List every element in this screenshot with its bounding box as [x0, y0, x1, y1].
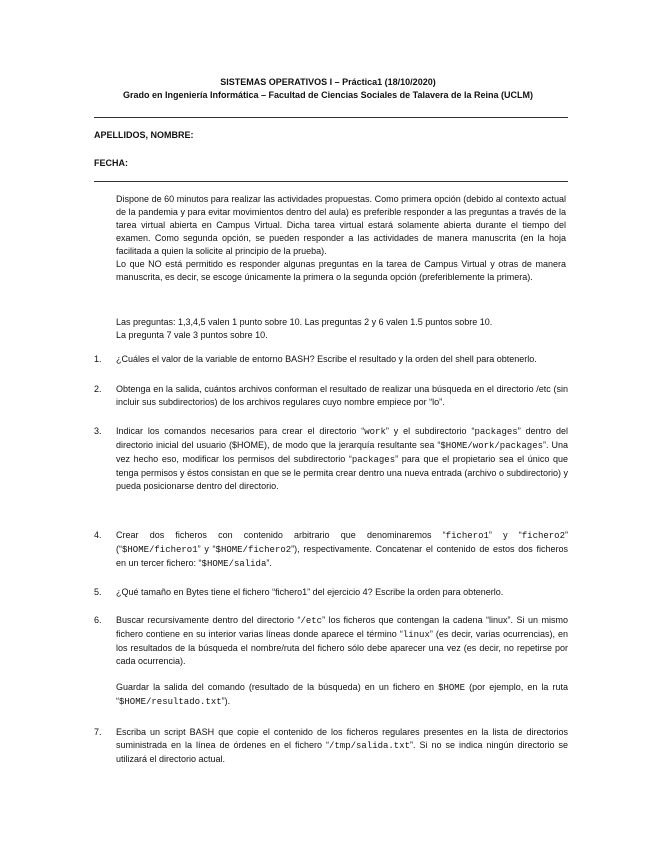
- question-text: [116, 614, 568, 668]
- instructions-paragraph-1: Dispone de 60 minutos para realizar las actividades propuestas. Como primera opción (debido al contexto actual de la pandemia y para evitar movimientos dentro del aula) es preferible responder a las preguntas a través de la tarea virtual abierta en Campus Virtual. Dicha tarea virtual estará solamente abierta durante el tiempo del examen. Como segunda opción, se pueden responder a las actividades de manera manuscrita (en la hoja facilitada a quien la solicite al principio de la prueba).: [116, 194, 566, 256]
- score-line-2: La pregunta 7 vale 3 puntos sobre 10.: [116, 330, 268, 340]
- question-text-continued: [116, 681, 568, 709]
- question-text: Obtenga en la salida, cuántos archivos conforman el resultado de realizar una búsqueda en el directorio /etc (sin incluir sus subdirectorios) de los archivos regulares cuyo nombre empiece por “lo”.: [116, 384, 568, 407]
- question-number: 1.: [94, 354, 102, 364]
- text-fragment: ” (es decir, varias ocurrencias), en los resultados de la búsqueda el nombre/ruta del fichero sólo debe aparecer una vez (es decir, no repetirse por cada ocurrencia).: [116, 629, 568, 666]
- code-fragment: work: [364, 427, 386, 437]
- question-7: [94, 726, 568, 766]
- code-fragment: /tmp/salida.txt: [329, 741, 411, 751]
- document-header: [94, 76, 562, 102]
- text-fragment: ”), respectivamente. Concatenar el contenido de estos dos ficheros en un tercer fichero: “: [116, 544, 568, 568]
- question-2: [94, 383, 568, 409]
- question-number: 6.: [94, 615, 102, 625]
- question-number: 7.: [94, 727, 102, 737]
- text-fragment: Guardar la salida del comando (resultado de la búsqueda) en un fichero en: [116, 682, 439, 692]
- code-fragment: $HOME/resultado.txt: [119, 697, 222, 707]
- text-fragment: Indicar los comandos necesarios para crear el directorio “: [116, 426, 365, 436]
- question-text: ¿Qué tamaño en Bytes tiene el fichero “fichero1” del ejercicio 4? Escribe la orden para obtenerlo.: [116, 587, 504, 597]
- question-5: [94, 586, 568, 599]
- text-fragment: ” y el subdirectorio “: [385, 426, 475, 436]
- code-fragment: $HOME/work/packages: [440, 441, 544, 451]
- fields-divider: [94, 181, 568, 182]
- question-number: 2.: [94, 384, 102, 394]
- text-fragment: ” y “: [197, 544, 216, 554]
- code-fragment: packages: [474, 427, 518, 437]
- code-fragment: packages: [351, 455, 396, 465]
- text-fragment: Crear dos ficheros con contenido arbitrario que denominaremos “: [116, 530, 446, 540]
- text-fragment: Buscar recursivamente dentro del directorio “: [116, 615, 301, 625]
- code-fragment: /etc: [300, 616, 323, 626]
- header-divider: [94, 117, 568, 118]
- question-text: [116, 425, 568, 493]
- code-fragment: fichero1: [445, 531, 489, 541]
- score-line-1: Las preguntas: 1,3,4,5 valen 1 punto sobre 10. Las preguntas 2 y 6 valen 1.5 puntos sobre 10.: [116, 317, 493, 327]
- text-fragment: ”.: [266, 558, 272, 568]
- text-fragment: ” y “: [488, 530, 522, 540]
- text-fragment: ” los ficheros que contengan la cadena “linux”. Si un mismo fichero contiene en su interior varias líneas donde aparece el término “: [116, 615, 569, 639]
- question-text: [116, 529, 568, 571]
- text-fragment: ” dentro del directorio inicial del usuario ($HOME), de modo que la jerarquía resultante sea “: [116, 426, 569, 450]
- question-text: ¿Cuáles el valor de la variable de entorno BASH? Escribe el resultado y la orden del shell para obtenerlo.: [116, 354, 537, 364]
- question-number: 5.: [94, 587, 102, 597]
- text-fragment: Escriba un script BASH que copie el contenido de los ficheros regulares presentes en la lista de directorios suministrada en la línea de órdenes en el fichero “: [116, 727, 568, 750]
- question-number: 4.: [94, 530, 102, 540]
- text-fragment: (por ejemplo, en la ruta “: [116, 682, 568, 706]
- instructions-paragraph-2: Lo que NO está permitido es responder algunas preguntas en la tarea de Campus Virtual y otras de manera manuscrita, es decir, se escoge únicamente la primera o la segunda opción (preferiblemente la primera).: [116, 259, 566, 282]
- question-number: 3.: [94, 426, 102, 436]
- text-fragment: ”. Una vez hecho eso, modificar los permisos del subdirectorio “: [116, 440, 569, 464]
- code-fragment: linux: [402, 630, 430, 640]
- name-field-label: APELLIDOS, NOMBRE:: [94, 130, 194, 140]
- document-subtitle: Grado en Ingeniería Informática – Facultad de Ciencias Sociales de Talavera de la Reina (UCLM): [123, 90, 533, 100]
- code-fragment: $HOME/fichero1: [122, 545, 198, 555]
- code-fragment: fichero2: [521, 531, 565, 541]
- question-1: [94, 353, 568, 366]
- question-4: [94, 529, 568, 571]
- code-fragment: $HOME/fichero2: [215, 545, 292, 555]
- code-fragment: $HOME: [438, 683, 466, 693]
- document-title: SISTEMAS OPERATIVOS I – Práctica1 (18/10/2020): [220, 77, 436, 87]
- question-6: [94, 614, 568, 709]
- instructions: [116, 193, 566, 284]
- question-text: [116, 726, 568, 766]
- text-fragment: ” (“: [116, 530, 568, 554]
- text-fragment: ” para que el propietario sea el único que tenga permisos y éstos consistan en que se le permita crear dentro una nueva entrada (archivo o subdirectorio) y pueda posicionarse dentro del directorio.: [116, 454, 568, 491]
- score-info: [116, 316, 566, 342]
- text-fragment: ”).: [221, 696, 231, 706]
- question-3: [94, 425, 568, 493]
- date-field-label: FECHA:: [94, 158, 128, 168]
- code-fragment: $HOME/salida: [201, 559, 267, 569]
- text-fragment: ”. Si no se indica ningún directorio se utilizará el directorio actual.: [116, 740, 568, 764]
